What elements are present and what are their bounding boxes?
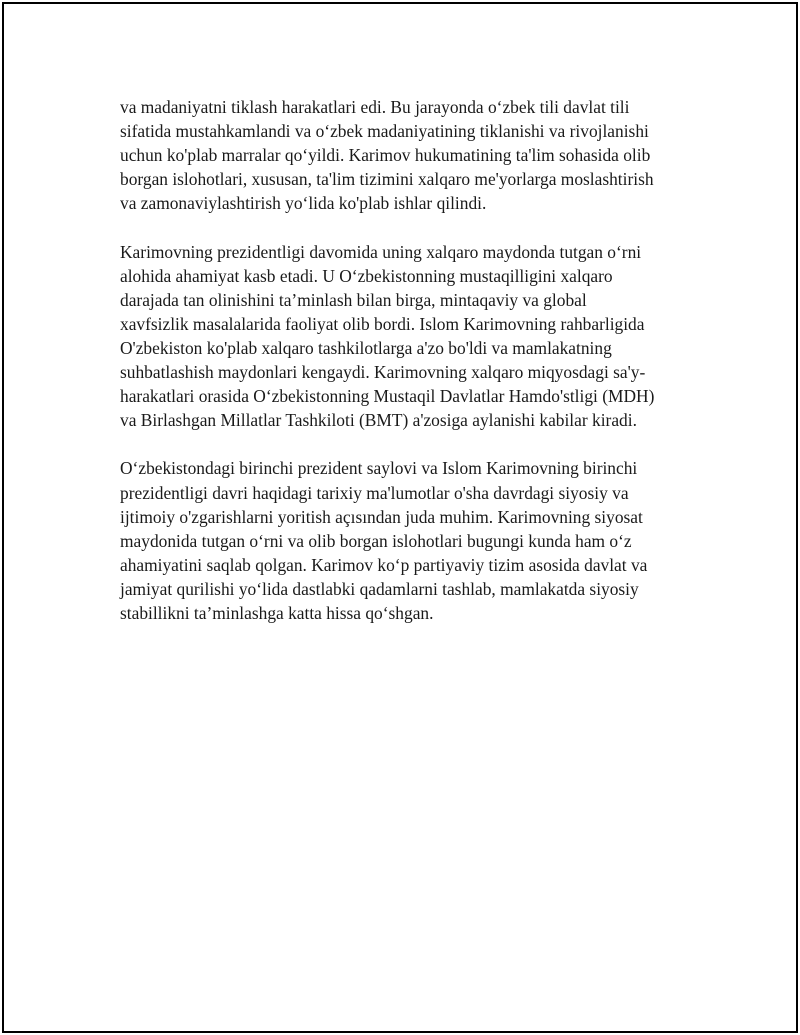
text-line: uchun ko'plab marralar qoʻyildi. Karimov hukumatining ta'lim sohasida olib: [120, 145, 651, 166]
document-body: [120, 95, 700, 649]
text-line: sifatida mustahkamlandi va oʻzbek madaniyatining tiklanishi va rivojlanishi: [120, 121, 649, 142]
text-line: darajada tan olinishini ta’minlash bilan birga, mintaqaviy va global: [120, 289, 587, 310]
text-line: xavfsizlik masalalarida faoliyat olib bordi. Islom Karimovning rahbarligida: [120, 313, 645, 334]
text-line: O'zbekiston ko'plab xalqaro tashkilotlarga a'zo bo'ldi va mamlakatning: [120, 337, 612, 358]
text-line: Karimovning prezidentligi davomida uning xalqaro maydonda tutgan oʻrni: [120, 241, 642, 262]
text-line: ijtimoiy o'zgarishlarni yoritish açısından juda muhim. Karimovning siyosat: [120, 506, 643, 527]
text-line: suhbatlashish maydonlari kengaydi. Karimovning xalqaro miqyosdagi sa'y-: [120, 362, 646, 383]
text-line: borgan islohotlari, xususan, ta'lim tizimini xalqaro me'yorlarga moslashtirish: [120, 169, 654, 190]
document-page: [2, 2, 798, 1033]
text-line: alohida ahamiyat kasb etadi. U Oʻzbekistonning mustaqilligini xalqaro: [120, 265, 613, 286]
text-line: harakatlari orasida Oʻzbekistonning Mustaqil Davlatlar Hamdo'stligi (MDH): [120, 386, 655, 407]
text-line: stabillikni ta’minlashga katta hissa qoʻshgan.: [120, 602, 434, 623]
paragraph-3: [120, 456, 700, 625]
text-line: jamiyat qurilishi yoʻlida dastlabki qadamlarni tashlab, mamlakatda siyosiy: [120, 578, 639, 599]
text-line: va Birlashgan Millatlar Tashkiloti (BMT) a'zosiga aylanishi kabilar kiradi.: [120, 410, 637, 431]
text-line: ahamiyatini saqlab qolgan. Karimov koʻp partiyaviy tizim asosida davlat va: [120, 554, 648, 575]
paragraph-2: [120, 240, 700, 433]
text-line: prezidentligi davri haqidagi tarixiy ma'lumotlar o'sha davrdagi siyosiy va: [120, 482, 629, 503]
text-line: va madaniyatni tiklash harakatlari edi. Bu jarayonda oʻzbek tili davlat tili: [120, 97, 630, 117]
text-line: Oʻzbekistondagi birinchi prezident saylovi va Islom Karimovning birinchi: [120, 458, 638, 479]
text-line: va zamonaviylashtirish yoʻlida ko'plab ishlar qilindi.: [120, 193, 487, 214]
paragraph-1: [120, 95, 700, 215]
text-line: maydonida tutgan oʻrni va olib borgan islohotlari bugungi kunda ham oʻz: [120, 530, 632, 551]
